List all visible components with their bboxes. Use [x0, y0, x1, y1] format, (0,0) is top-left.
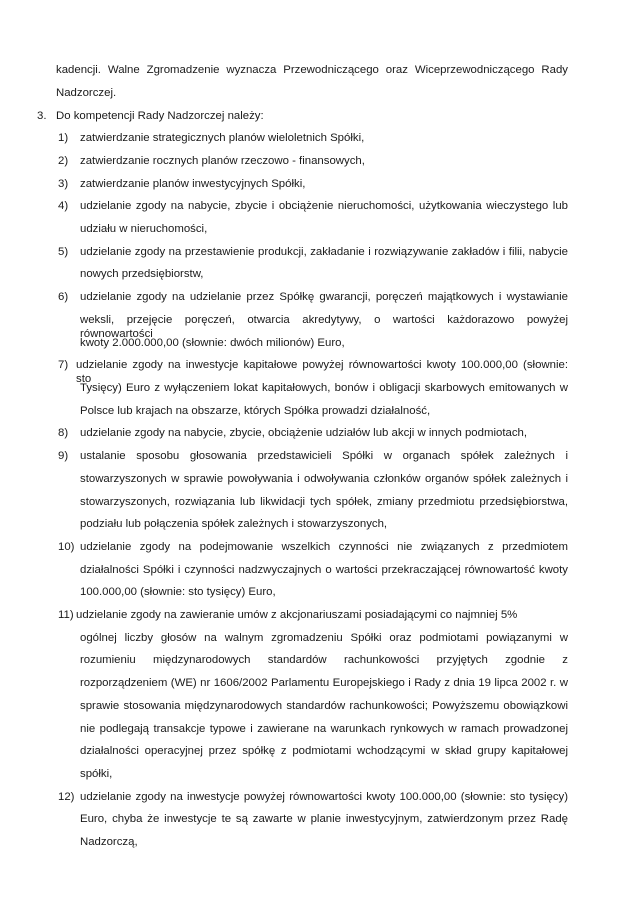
item-text-line: udzielanie zgody na podejmowanie wszelkich czynności nie związanych z przedmiotem [80, 541, 568, 553]
item-text-line: kwoty 2.000.000,00 (słownie: dwóch milionów) Euro, [80, 337, 345, 349]
item-text-line: 100.000,00 (słownie: sto tysięcy) Euro, [80, 586, 276, 598]
item-number: 10) [58, 541, 75, 553]
section-number: 3. [37, 110, 47, 122]
item-text-line: rozporządzeniem (WE) nr 1606/2002 Parlamentu Europejskiego i Rady z dnia 19 lipca 2002 r. w [80, 677, 568, 689]
item-text-line: udzielanie zgody na inwestycje powyżej równowartości kwoty 100.000,00 (słownie: sto tysięcy) [80, 791, 568, 803]
item-text-line: Tysięcy) Euro z wyłączeniem lokat kapitałowych, bonów i obligacji skarbowych emitowanych w [80, 382, 568, 394]
item-text-line: Nadzorczą, [80, 836, 138, 848]
item-text-line: podziału lub połączenia spółek zależnych i stowarzyszonych, [80, 518, 388, 530]
item-text-line: działalności operacyjnej przez spółkę z podmiotami wchodzącymi w skład grupy kapitałowej [80, 745, 568, 757]
item-number: 1) [58, 132, 69, 144]
item-text-line: spółki, [80, 768, 113, 780]
item-text-line: Euro, chyba że inwestycje te są zawarte w planie inwestycyjnym, zatwierdzonym przez Radę [80, 813, 568, 825]
item-text-line: rozumieniu międzynarodowych standardów rachunkowości przyjętych zgodnie z [80, 654, 568, 666]
intro-line-1: kadencji. Walne Zgromadzenie wyznacza Przewodniczącego oraz Wiceprzewodniczącego Rady [56, 64, 568, 76]
item-text-line: ogólnej liczby głosów na walnym zgromadzeniu Spółki oraz podmiotami powiązanymi w [80, 632, 568, 644]
item-number: 6) [58, 291, 69, 303]
item-text-line: udzielanie zgody na nabycie, zbycie, obciążenie udziałów lub akcji w innych podmiotach, [80, 427, 528, 439]
item-text-line: udzielanie zgody na przestawienie produkcji, zakładanie i rozwiązywanie zakładów i filii, nabycie [80, 246, 568, 258]
item-text-line: weksli, przejęcie poręczeń, otwarcia akredytywy, o wartości każdorazowo powyżej równowartości [80, 314, 568, 340]
item-text-line: ustalanie sposobu głosowania przedstawicieli Spółki w organach spółek zależnych i [80, 450, 568, 462]
intro-line-2: Nadzorczej. [56, 87, 117, 99]
item-text-line: udziału w nieruchomości, [80, 223, 208, 235]
item-text-line: stowarzyszonych w sprawie powoływania i odwoływania członków organów spółek zależnych i [80, 473, 568, 485]
item-text-line: udzielanie zgody na nabycie, zbycie i obciążenie nieruchomości, użytkowania wieczystego lub [80, 200, 568, 212]
item-text-line: udzielanie zgody na udzielanie przez Spółkę gwarancji, poręczeń majątkowych i wystawianie [80, 291, 568, 303]
item-number: 5) [58, 246, 69, 258]
item-number: 3) [58, 178, 69, 190]
item-number: 8) [58, 427, 69, 439]
item-number: 11) [58, 609, 74, 621]
item-text-line: zatwierdzanie rocznych planów rzeczowo - finansowych, [80, 155, 365, 167]
item-text-line: udzielanie zgody na zawieranie umów z akcjonariuszami posiadającymi co najmniej 5% [76, 609, 518, 621]
item-text-line: nowych przedsiębiorstw, [80, 268, 204, 280]
item-number: 12) [58, 791, 75, 803]
item-number: 2) [58, 155, 69, 167]
item-text-line: zatwierdzanie strategicznych planów wieloletnich Spółki, [80, 132, 365, 144]
item-text-line: Polsce lub krajach na obszarze, których Spółka prowadzi działalność, [80, 405, 431, 417]
item-text-line: sprawie stosowania międzynarodowych standardów rachunkowości; Powyższemu obowiązkowi [80, 700, 568, 712]
item-text-line: stowarzyszonych, rozwiązania lub likwidacji tych spółek, zmiany przedmiotu przedsiębiorstwa, [80, 496, 568, 508]
item-text-line: działalności Spółki i czynności nadzwyczajnych o wartości przekraczającej równowartość kwoty [80, 564, 568, 576]
item-text-line: udzielanie zgody na inwestycje kapitałowe powyżej równowartości kwoty 100.000,00 (słownie: sto [76, 359, 568, 385]
item-number: 4) [58, 200, 69, 212]
item-text-line: nie podlegają transakcje typowe i zawierane na warunkach rynkowych w ramach prowadzonej [80, 723, 568, 735]
item-text-line: zatwierdzanie planów inwestycyjnych Spółki, [80, 178, 306, 190]
item-number: 9) [58, 450, 69, 462]
section-heading: Do kompetencji Rady Nadzorczej należy: [56, 110, 264, 122]
item-number: 7) [58, 359, 69, 371]
